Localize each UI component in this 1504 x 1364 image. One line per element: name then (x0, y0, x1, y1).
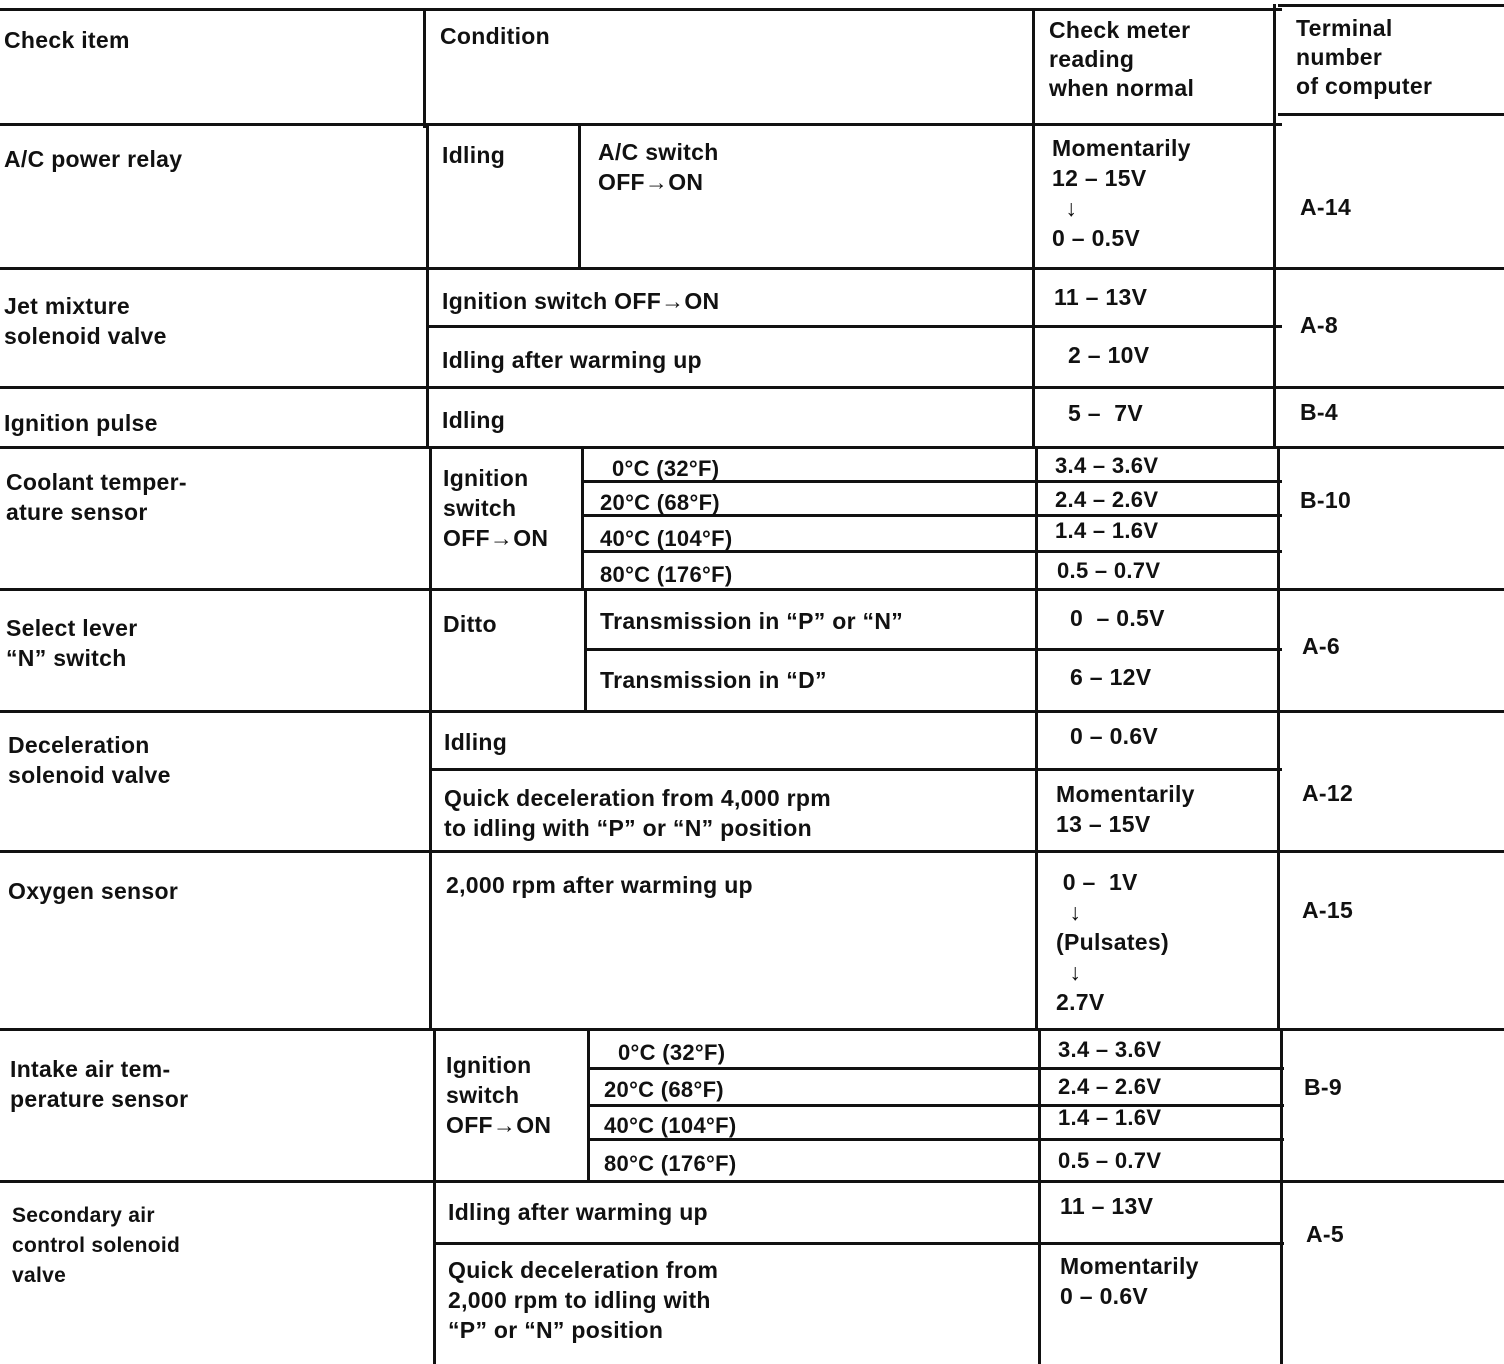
decel-cond-2: Quick deceleration from 4,000 rpm to idling with “P” or “N” position (444, 785, 831, 841)
rule-col-reading (1032, 8, 1035, 448)
intake-cond: Ignition switch OFF→ON (446, 1052, 552, 1138)
jet-mixture-terminal: A-8 (1300, 312, 1338, 338)
intake-temp-2: 40°C (104°F) (604, 1113, 737, 1138)
ac-relay-item: A/C power relay (4, 146, 183, 172)
header-terminal: Terminal number of computer (1296, 15, 1433, 99)
rule-col-item-3 (429, 446, 432, 1030)
jet-mixture-item: Jet mixture solenoid valve (4, 293, 167, 349)
rule-ac-bottom (0, 267, 1504, 270)
coolant-item: Coolant temper- ature sensor (6, 469, 187, 525)
coolant-reading-0: 3.4 – 3.6V (1055, 453, 1159, 478)
rule-col-sub-select (584, 588, 587, 712)
rule-col-item (423, 8, 426, 128)
rule-jet-bottom (0, 386, 1504, 389)
coolant-cond: Ignition switch OFF→ON (443, 465, 549, 551)
rule-col-item-2 (426, 123, 429, 448)
rule-secondary-mid (434, 1242, 1284, 1245)
header-check-item: Check item (4, 27, 130, 53)
intake-terminal: B-9 (1304, 1074, 1342, 1100)
secondary-air-cond-2: Quick deceleration from 2,000 rpm to idling with “P” or “N” position (448, 1257, 719, 1343)
rule-select-mid (585, 648, 1282, 651)
coolant-reading-2: 1.4 – 1.6V (1055, 518, 1159, 543)
intake-reading-2: 1.4 – 1.6V (1058, 1105, 1162, 1130)
jet-mixture-cond-1: Ignition switch OFF→ON (442, 288, 720, 314)
decel-reading-1: 0 – 0.6V (1070, 723, 1159, 749)
oxygen-cond: 2,000 rpm after warming up (446, 872, 753, 898)
header-condition: Condition (440, 23, 550, 49)
coolant-temp-3: 80°C (176°F) (600, 562, 733, 587)
secondary-air-terminal: A-5 (1306, 1221, 1344, 1247)
jet-mixture-reading-2: 2 – 10V (1068, 342, 1150, 368)
rule-col-terminal (1273, 4, 1276, 448)
ac-relay-reading: Momentarily 12 – 15V ↓ 0 – 0.5V (1052, 135, 1191, 251)
coolant-temp-1: 20°C (68°F) (600, 490, 720, 515)
ignition-pulse-item: Ignition pulse (4, 410, 158, 436)
select-lever-sub-2: Transmission in “D” (600, 667, 827, 693)
rule-col-sub-ac (578, 123, 581, 269)
decel-item: Deceleration solenoid valve (8, 732, 171, 788)
coolant-terminal: B-10 (1300, 487, 1352, 513)
oxygen-terminal: A-15 (1302, 897, 1354, 923)
intake-temp-3: 80°C (176°F) (604, 1151, 737, 1176)
coolant-reading-3: 0.5 – 0.7V (1057, 558, 1161, 583)
secondary-air-item: Secondary air control solenoid valve (12, 1204, 181, 1287)
rule-col-item-4 (433, 1028, 436, 1364)
secondary-air-reading-1: 11 – 13V (1060, 1193, 1154, 1219)
intake-reading-0: 3.4 – 3.6V (1058, 1037, 1162, 1062)
ac-relay-cond-a: Idling (442, 142, 506, 168)
rule-col-reading-2 (1035, 446, 1038, 1030)
secondary-air-cond-1: Idling after warming up (448, 1199, 708, 1225)
select-lever-reading-1: 0 – 0.5V (1070, 605, 1165, 631)
decel-cond-1: Idling (444, 729, 508, 755)
coolant-temp-0: 0°C (32°F) (612, 456, 720, 481)
select-lever-sub-1: Transmission in “P” or “N” (600, 608, 904, 634)
ignition-pulse-terminal: B-4 (1300, 399, 1338, 425)
ignition-pulse-reading: 5 – 7V (1068, 400, 1143, 426)
rule-header (0, 123, 1282, 126)
select-lever-terminal: A-6 (1302, 633, 1340, 659)
intake-temp-1: 20°C (68°F) (604, 1077, 724, 1102)
rule-col-sub-intake (587, 1028, 590, 1182)
secondary-air-reading-2: Momentarily 0 – 0.6V (1060, 1253, 1199, 1309)
jet-mixture-cond-2: Idling after warming up (442, 347, 702, 373)
decel-terminal: A-12 (1302, 780, 1354, 806)
rule-col-terminal-3 (1280, 1028, 1283, 1364)
ac-relay-cond-b: A/C switch OFF→ON (598, 139, 719, 195)
jet-mixture-reading-1: 11 – 13V (1054, 284, 1148, 310)
select-lever-cond: Ditto (443, 611, 497, 637)
rule-col-reading-3 (1038, 1028, 1041, 1364)
rule-col-sub-cool (581, 446, 584, 590)
rule-decel-mid (430, 768, 1282, 771)
select-lever-item: Select lever “N” switch (6, 615, 138, 671)
rule-top (0, 8, 1282, 11)
intake-temp-0: 0°C (32°F) (618, 1040, 726, 1065)
ac-relay-terminal: A-14 (1300, 194, 1352, 220)
ignition-pulse-cond: Idling (442, 407, 506, 433)
select-lever-reading-2: 6 – 12V (1070, 664, 1152, 690)
intake-reading-1: 2.4 – 2.6V (1058, 1074, 1162, 1099)
intake-reading-3: 0.5 – 0.7V (1058, 1148, 1162, 1173)
rule-jet-mid (428, 325, 1282, 328)
decel-reading-2: Momentarily 13 – 15V (1056, 781, 1195, 837)
rule-header-right (1278, 113, 1504, 116)
coolant-reading-1: 2.4 – 2.6V (1055, 487, 1159, 512)
header-reading: Check meter reading when normal (1049, 17, 1195, 101)
rule-top-right (1278, 4, 1504, 7)
rule-intake-bottom (0, 1180, 1504, 1183)
intake-item: Intake air tem- perature sensor (10, 1056, 189, 1112)
oxygen-item: Oxygen sensor (8, 878, 179, 904)
coolant-temp-2: 40°C (104°F) (600, 526, 733, 551)
rule-col-terminal-2 (1277, 446, 1280, 1030)
oxygen-reading: 0 – 1V ↓ (Pulsates) ↓ 2.7V (1056, 869, 1169, 1015)
